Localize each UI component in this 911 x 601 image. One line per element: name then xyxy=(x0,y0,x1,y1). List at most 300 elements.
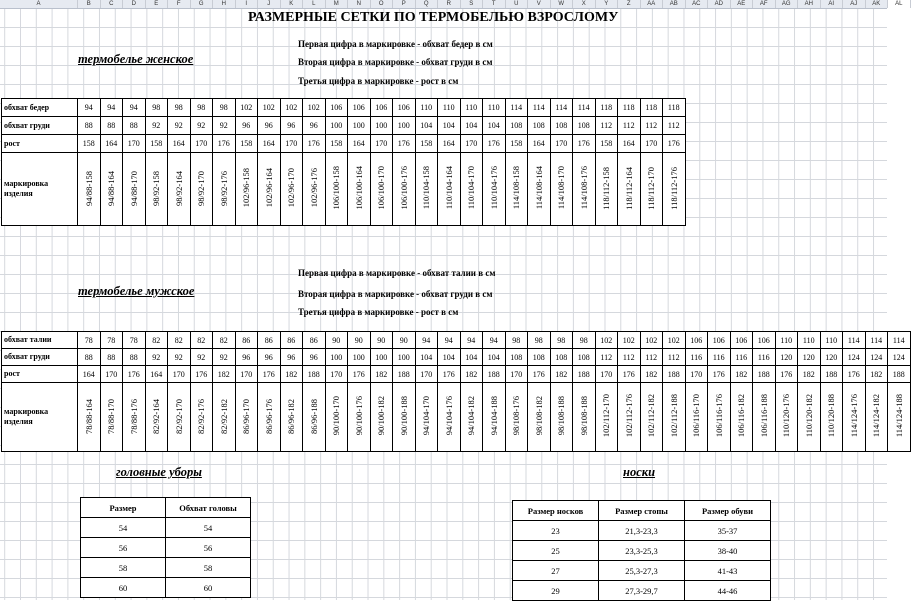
women-marking-text: 106/100-176 xyxy=(398,166,409,210)
men-height-cell: 176 xyxy=(438,366,461,383)
women-marking-label: маркировка изделия xyxy=(2,153,78,226)
men-height-cell: 176 xyxy=(348,366,371,383)
men-note-2: Вторая цифра в маркировке - обхват груди в см xyxy=(298,289,493,299)
women-height-cell: 170 xyxy=(640,135,663,153)
women-hips-cell: 106 xyxy=(348,99,371,117)
women-marking-text: 98/92-164 xyxy=(173,170,184,206)
men-waist-cell: 110 xyxy=(775,332,798,349)
women-hips-cell: 114 xyxy=(505,99,528,117)
women-chest-cell: 96 xyxy=(235,117,258,135)
hats-cell: 60 xyxy=(166,578,251,598)
men-height-cell: 170 xyxy=(235,366,258,383)
women-chest-cell: 100 xyxy=(325,117,348,135)
women-marking-text: 114/108-164 xyxy=(533,166,544,210)
column-header-w[interactable]: W xyxy=(551,0,574,8)
column-header-n[interactable]: N xyxy=(348,0,371,8)
socks-cell: 41-43 xyxy=(685,561,771,581)
men-marking-text: 106/116-176 xyxy=(713,394,724,438)
column-header-o[interactable]: O xyxy=(371,0,394,8)
socks-header-shoe-size: Размер обуви xyxy=(685,501,771,521)
women-marking-cell xyxy=(438,153,461,226)
women-height-cell: 176 xyxy=(393,135,416,153)
women-hips-cell: 118 xyxy=(595,99,618,117)
men-chest-cell: 120 xyxy=(820,349,843,366)
women-marking-cell xyxy=(393,153,416,226)
men-marking-cell xyxy=(370,383,393,452)
women-marking-text: 118/112-158 xyxy=(601,166,612,210)
men-marking-text: 98/108-176 xyxy=(511,396,522,436)
women-marking-cell xyxy=(258,153,281,226)
women-marking-cell xyxy=(595,153,618,226)
women-height-cell: 164 xyxy=(100,135,123,153)
women-hips-cell: 114 xyxy=(573,99,596,117)
men-marking-text: 110/120-188 xyxy=(826,394,837,438)
women-note-2: Вторая цифра в маркировке - обхват груди в см xyxy=(298,57,493,67)
men-height-cell: 188 xyxy=(663,366,686,383)
women-height-row xyxy=(2,135,686,153)
men-chest-cell: 124 xyxy=(843,349,866,366)
column-header-y[interactable]: Y xyxy=(596,0,619,8)
men-height-cell: 176 xyxy=(843,366,866,383)
women-hips-cell: 98 xyxy=(190,99,213,117)
men-waist-cell: 86 xyxy=(235,332,258,349)
women-note-3: Третья цифра в маркировке - рост в см xyxy=(298,76,459,86)
men-marking-cell xyxy=(438,383,461,452)
women-hips-cell: 94 xyxy=(78,99,101,117)
men-marking-text: 94/104-170 xyxy=(421,396,432,436)
men-chest-cell: 120 xyxy=(775,349,798,366)
column-header-b[interactable]: B xyxy=(78,0,101,8)
men-height-cell: 176 xyxy=(258,366,281,383)
women-marking-text: 98/92-158 xyxy=(151,170,162,206)
hats-row xyxy=(81,538,251,558)
men-chest-cell: 112 xyxy=(618,349,641,366)
women-size-table xyxy=(1,98,686,226)
men-marking-text: 94/104-188 xyxy=(488,396,499,436)
column-header-ag[interactable]: AG xyxy=(776,0,799,8)
men-height-cell: 176 xyxy=(190,366,213,383)
women-marking-text: 98/92-176 xyxy=(218,170,229,206)
column-header-t[interactable]: T xyxy=(483,0,506,8)
women-marking-text: 102/96-170 xyxy=(286,168,297,208)
men-chest-cell: 116 xyxy=(708,349,731,366)
men-marking-text: 114/124-176 xyxy=(848,394,859,438)
men-waist-cell: 90 xyxy=(325,332,348,349)
women-height-cell: 164 xyxy=(528,135,551,153)
hats-row xyxy=(81,558,251,578)
women-height-cell: 170 xyxy=(123,135,146,153)
column-header-ae[interactable]: AE xyxy=(731,0,754,8)
women-height-cell: 170 xyxy=(190,135,213,153)
women-chest-cell: 92 xyxy=(190,117,213,135)
men-height-cell: 164 xyxy=(145,366,168,383)
column-header-al[interactable]: AL xyxy=(888,0,911,8)
women-note-1: Первая цифра в маркировке - обхват бедер в см xyxy=(298,39,493,49)
column-header-j[interactable]: J xyxy=(258,0,281,8)
men-marking-text: 114/124-188 xyxy=(893,394,904,438)
men-waist-cell: 86 xyxy=(280,332,303,349)
column-header-p[interactable]: P xyxy=(393,0,416,8)
men-size-table xyxy=(1,331,911,452)
men-chest-cell: 96 xyxy=(235,349,258,366)
men-height-cell: 182 xyxy=(213,366,236,383)
socks-cell: 23,3-25,3 xyxy=(599,541,685,561)
men-marking-cell xyxy=(798,383,821,452)
men-chest-cell: 108 xyxy=(550,349,573,366)
men-marking-cell xyxy=(258,383,281,452)
men-waist-cell: 78 xyxy=(123,332,146,349)
women-marking-cell xyxy=(78,153,101,226)
men-height-cell: 182 xyxy=(865,366,888,383)
men-height-cell: 170 xyxy=(415,366,438,383)
men-marking-text: 106/116-182 xyxy=(736,394,747,438)
men-height-cell: 176 xyxy=(775,366,798,383)
column-header-z[interactable]: Z xyxy=(618,0,641,8)
men-waist-cell: 102 xyxy=(640,332,663,349)
men-waist-cell: 102 xyxy=(595,332,618,349)
women-marking-text: 110/104-176 xyxy=(488,166,499,210)
column-header-k[interactable]: K xyxy=(281,0,304,8)
men-marking-cell xyxy=(213,383,236,452)
men-marking-cell xyxy=(348,383,371,452)
women-hips-cell: 114 xyxy=(550,99,573,117)
women-chest-cell: 104 xyxy=(460,117,483,135)
socks-cell: 44-46 xyxy=(685,581,771,601)
men-chest-cell: 108 xyxy=(573,349,596,366)
men-chest-cell: 104 xyxy=(483,349,506,366)
column-header-aa[interactable]: AA xyxy=(641,0,664,8)
men-height-cell: 182 xyxy=(280,366,303,383)
socks-cell: 38-40 xyxy=(685,541,771,561)
column-header-u[interactable]: U xyxy=(506,0,529,8)
men-marking-text: 82/92-170 xyxy=(173,398,184,434)
men-marking-cell xyxy=(168,383,191,452)
men-marking-text: 86/96-176 xyxy=(263,398,274,434)
men-marking-text: 82/92-182 xyxy=(218,398,229,434)
men-waist-cell: 98 xyxy=(528,332,551,349)
men-waist-cell: 86 xyxy=(303,332,326,349)
men-note-3: Третья цифра в маркировке - рост в см xyxy=(298,307,459,317)
men-chest-cell: 104 xyxy=(415,349,438,366)
women-hips-cell: 110 xyxy=(415,99,438,117)
women-marking-cell xyxy=(640,153,663,226)
women-chest-cell: 88 xyxy=(100,117,123,135)
men-chest-cell: 96 xyxy=(303,349,326,366)
women-marking-cell xyxy=(348,153,371,226)
men-marking-cell xyxy=(618,383,641,452)
women-marking-cell xyxy=(528,153,551,226)
socks-header-foot-size: Размер стопы xyxy=(599,501,685,521)
men-chest-cell: 104 xyxy=(438,349,461,366)
men-waist-cell: 86 xyxy=(258,332,281,349)
men-waist-cell: 78 xyxy=(100,332,123,349)
women-marking-cell xyxy=(145,153,168,226)
men-marking-cell xyxy=(235,383,258,452)
column-header-v[interactable]: V xyxy=(528,0,551,8)
column-header-r[interactable]: R xyxy=(438,0,461,8)
women-hips-cell: 118 xyxy=(640,99,663,117)
men-waist-cell: 106 xyxy=(730,332,753,349)
men-marking-cell xyxy=(415,383,438,452)
women-marking-cell xyxy=(573,153,596,226)
men-waist-cell: 82 xyxy=(213,332,236,349)
women-chest-cell: 96 xyxy=(258,117,281,135)
women-chest-row xyxy=(2,117,686,135)
women-height-cell: 176 xyxy=(483,135,506,153)
column-header-l[interactable]: L xyxy=(303,0,326,8)
women-chest-cell: 108 xyxy=(550,117,573,135)
column-header-i[interactable]: I xyxy=(236,0,259,8)
men-marking-cell xyxy=(280,383,303,452)
men-height-cell: 182 xyxy=(640,366,663,383)
women-marking-text: 106/100-170 xyxy=(376,166,387,210)
women-chest-cell: 112 xyxy=(640,117,663,135)
men-chest-cell: 92 xyxy=(145,349,168,366)
men-waist-cell: 94 xyxy=(483,332,506,349)
women-hips-cell: 106 xyxy=(393,99,416,117)
socks-cell: 27 xyxy=(513,561,599,581)
column-header-bar[interactable] xyxy=(0,0,903,9)
women-marking-text: 102/96-158 xyxy=(241,168,252,208)
women-height-cell: 158 xyxy=(325,135,348,153)
men-height-cell: 170 xyxy=(595,366,618,383)
women-chest-cell: 112 xyxy=(663,117,686,135)
men-marking-text: 78/88-164 xyxy=(83,398,94,434)
women-marking-cell xyxy=(213,153,236,226)
men-height-cell: 170 xyxy=(685,366,708,383)
men-waist-row xyxy=(2,332,911,349)
column-header-s[interactable]: S xyxy=(461,0,484,8)
women-marking-cell xyxy=(168,153,191,226)
hats-table xyxy=(80,497,251,598)
men-marking-cell xyxy=(483,383,506,452)
column-header-q[interactable]: Q xyxy=(416,0,439,8)
women-hips-cell: 94 xyxy=(123,99,146,117)
women-height-cell: 176 xyxy=(573,135,596,153)
women-chest-cell: 108 xyxy=(573,117,596,135)
women-marking-text: 114/108-158 xyxy=(511,166,522,210)
column-header-af[interactable]: AF xyxy=(753,0,776,8)
men-marking-text: 102/112-176 xyxy=(623,394,634,438)
men-height-cell: 176 xyxy=(708,366,731,383)
men-waist-cell: 90 xyxy=(348,332,371,349)
women-height-cell: 170 xyxy=(460,135,483,153)
column-header-h[interactable]: H xyxy=(213,0,236,8)
men-chest-cell: 112 xyxy=(663,349,686,366)
men-marking-text: 110/120-176 xyxy=(781,394,792,438)
column-header-ak[interactable]: AK xyxy=(866,0,889,8)
men-chest-label: обхват груди xyxy=(2,349,78,366)
men-waist-cell: 114 xyxy=(843,332,866,349)
socks-row xyxy=(513,541,771,561)
column-header-ai[interactable]: AI xyxy=(821,0,844,8)
women-chest-cell: 104 xyxy=(415,117,438,135)
men-marking-text: 110/120-182 xyxy=(803,394,814,438)
women-hips-cell: 110 xyxy=(460,99,483,117)
men-chest-cell: 92 xyxy=(168,349,191,366)
socks-header-sock-size: Размер носков xyxy=(513,501,599,521)
socks-cell: 35-37 xyxy=(685,521,771,541)
women-hips-cell: 118 xyxy=(663,99,686,117)
men-waist-cell: 106 xyxy=(708,332,731,349)
women-height-cell: 158 xyxy=(145,135,168,153)
men-waist-cell: 82 xyxy=(168,332,191,349)
women-hips-cell: 94 xyxy=(100,99,123,117)
men-height-cell: 188 xyxy=(753,366,776,383)
men-waist-cell: 94 xyxy=(415,332,438,349)
men-waist-cell: 114 xyxy=(888,332,911,349)
men-marking-cell xyxy=(865,383,888,452)
women-marking-cell xyxy=(325,153,348,226)
column-header-m[interactable]: M xyxy=(326,0,349,8)
men-marking-cell xyxy=(393,383,416,452)
men-chest-cell: 100 xyxy=(393,349,416,366)
men-waist-cell: 78 xyxy=(78,332,101,349)
women-chest-label: обхват груди xyxy=(2,117,78,135)
women-marking-cell xyxy=(550,153,573,226)
men-height-cell: 182 xyxy=(798,366,821,383)
women-hips-cell: 110 xyxy=(438,99,461,117)
women-chest-cell: 112 xyxy=(618,117,641,135)
men-marking-cell xyxy=(573,383,596,452)
women-marking-cell xyxy=(280,153,303,226)
men-height-cell: 188 xyxy=(303,366,326,383)
men-marking-text: 98/108-188 xyxy=(578,396,589,436)
men-waist-cell: 110 xyxy=(798,332,821,349)
men-marking-cell xyxy=(100,383,123,452)
men-marking-cell xyxy=(888,383,911,452)
men-height-cell: 188 xyxy=(820,366,843,383)
column-header-d[interactable]: D xyxy=(123,0,146,8)
men-marking-cell xyxy=(640,383,663,452)
women-height-cell: 158 xyxy=(595,135,618,153)
column-header-ah[interactable]: AH xyxy=(798,0,821,8)
women-section-heading: термобелье женское xyxy=(78,52,194,66)
men-marking-text: 90/100-188 xyxy=(398,396,409,436)
women-chest-cell: 92 xyxy=(145,117,168,135)
hats-header-size: Размер xyxy=(81,498,166,518)
women-marking-text: 118/112-170 xyxy=(646,166,657,210)
men-height-cell: 182 xyxy=(550,366,573,383)
women-height-cell: 170 xyxy=(280,135,303,153)
men-waist-cell: 90 xyxy=(370,332,393,349)
men-marking-cell xyxy=(460,383,483,452)
men-waist-cell: 82 xyxy=(190,332,213,349)
socks-row xyxy=(513,521,771,541)
hats-cell: 56 xyxy=(81,538,166,558)
men-marking-row xyxy=(2,383,911,452)
men-waist-cell: 82 xyxy=(145,332,168,349)
column-header-x[interactable]: X xyxy=(573,0,596,8)
men-marking-text: 102/112-170 xyxy=(601,394,612,438)
hats-cell: 54 xyxy=(166,518,251,538)
men-waist-cell: 90 xyxy=(393,332,416,349)
women-height-cell: 176 xyxy=(303,135,326,153)
column-header-ad[interactable]: AD xyxy=(708,0,731,8)
column-header-aj[interactable]: AJ xyxy=(843,0,866,8)
column-header-g[interactable]: G xyxy=(191,0,214,8)
column-header-ab[interactable]: AB xyxy=(663,0,686,8)
men-waist-cell: 106 xyxy=(753,332,776,349)
women-chest-cell: 88 xyxy=(123,117,146,135)
men-height-cell: 182 xyxy=(370,366,393,383)
column-header-ac[interactable]: AC xyxy=(686,0,709,8)
women-chest-cell: 100 xyxy=(370,117,393,135)
men-marking-cell xyxy=(505,383,528,452)
men-chest-cell: 116 xyxy=(685,349,708,366)
column-header-a[interactable]: A xyxy=(0,0,78,8)
men-chest-cell: 92 xyxy=(190,349,213,366)
men-marking-cell xyxy=(123,383,146,452)
socks-cell: 23 xyxy=(513,521,599,541)
men-chest-cell: 88 xyxy=(100,349,123,366)
men-height-cell: 164 xyxy=(78,366,101,383)
men-marking-text: 78/88-170 xyxy=(106,398,117,434)
men-marking-text: 106/116-188 xyxy=(758,394,769,438)
men-height-cell: 176 xyxy=(123,366,146,383)
women-height-cell: 164 xyxy=(618,135,641,153)
men-marking-text: 86/96-182 xyxy=(286,398,297,434)
column-header-e[interactable]: E xyxy=(146,0,169,8)
women-hips-cell: 98 xyxy=(213,99,236,117)
column-header-c[interactable]: C xyxy=(101,0,124,8)
women-chest-cell: 112 xyxy=(595,117,618,135)
men-marking-text: 86/96-170 xyxy=(241,398,252,434)
women-marking-cell xyxy=(235,153,258,226)
men-waist-cell: 102 xyxy=(618,332,641,349)
women-hips-cell: 118 xyxy=(618,99,641,117)
column-header-f[interactable]: F xyxy=(168,0,191,8)
socks-cell: 21,3-23,3 xyxy=(599,521,685,541)
men-marking-cell xyxy=(663,383,686,452)
women-hips-cell: 102 xyxy=(280,99,303,117)
men-chest-cell: 96 xyxy=(280,349,303,366)
men-marking-text: 90/100-170 xyxy=(331,396,342,436)
men-chest-cell: 108 xyxy=(505,349,528,366)
women-height-label: рост xyxy=(2,135,78,153)
men-chest-cell: 116 xyxy=(753,349,776,366)
men-height-cell: 188 xyxy=(888,366,911,383)
women-hips-label: обхват бедер xyxy=(2,99,78,117)
women-chest-cell: 88 xyxy=(78,117,101,135)
women-height-cell: 158 xyxy=(78,135,101,153)
women-hips-cell: 106 xyxy=(370,99,393,117)
men-height-label: рост xyxy=(2,366,78,383)
men-chest-cell: 124 xyxy=(888,349,911,366)
men-marking-text: 98/108-182 xyxy=(533,396,544,436)
men-chest-cell: 112 xyxy=(640,349,663,366)
men-marking-cell xyxy=(708,383,731,452)
hats-row xyxy=(81,578,251,598)
women-chest-cell: 100 xyxy=(393,117,416,135)
men-marking-cell xyxy=(325,383,348,452)
women-marking-text: 110/104-164 xyxy=(443,166,454,210)
women-chest-cell: 100 xyxy=(348,117,371,135)
women-marking-text: 94/88-170 xyxy=(128,170,139,206)
women-height-cell: 158 xyxy=(235,135,258,153)
women-marking-text: 118/112-164 xyxy=(623,166,634,210)
women-marking-row xyxy=(2,153,686,226)
men-marking-label: маркировка изделия xyxy=(2,383,78,452)
men-marking-cell xyxy=(775,383,798,452)
men-height-cell: 188 xyxy=(393,366,416,383)
women-chest-cell: 92 xyxy=(168,117,191,135)
women-marking-cell xyxy=(505,153,528,226)
women-height-cell: 164 xyxy=(438,135,461,153)
women-marking-cell xyxy=(663,153,686,226)
men-waist-label: обхват талии xyxy=(2,332,78,349)
men-height-cell: 182 xyxy=(730,366,753,383)
